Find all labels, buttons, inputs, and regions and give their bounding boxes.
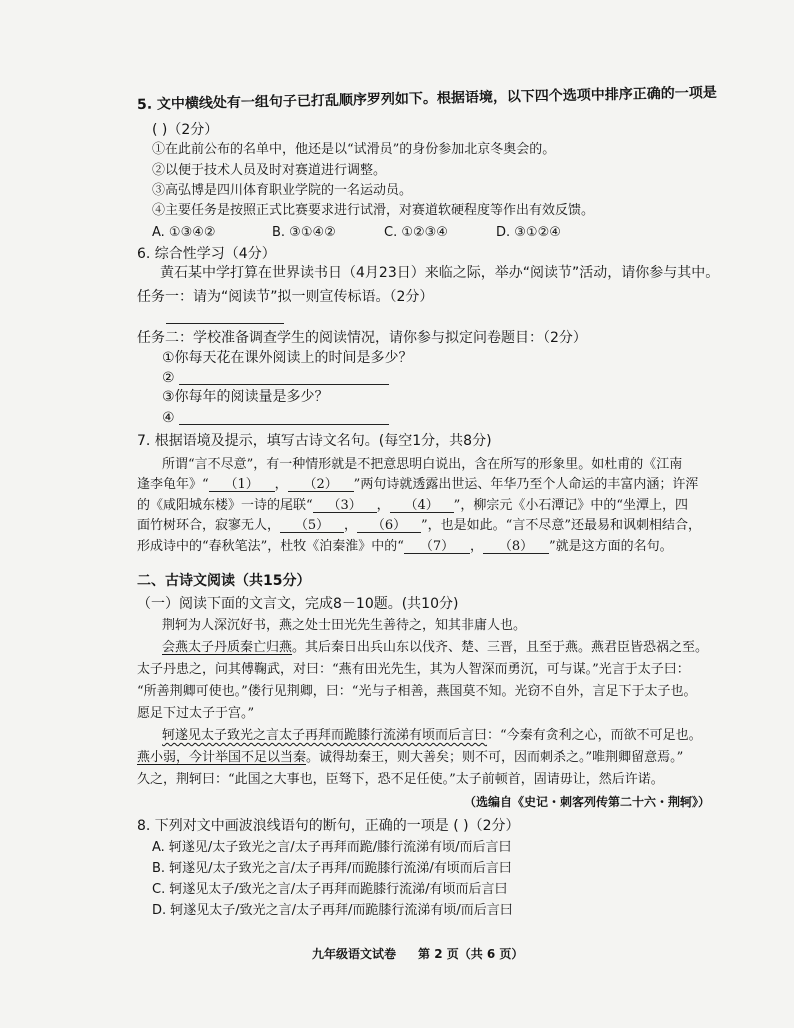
q7-line-4 bbox=[137, 519, 701, 533]
q7-text: ”，柳宗元《小石潭记》中的“坐潭上，四 bbox=[453, 498, 688, 513]
footer-page-number: 第 2 页（共 6 页） bbox=[418, 947, 524, 961]
q5-points: ( )（2分） bbox=[152, 122, 219, 138]
q7-text: ， bbox=[469, 539, 483, 554]
footer-subject: 九年级语文试卷 bbox=[312, 947, 397, 961]
q5-sentence-4: ④主要任务是按照正式比赛要求进行试滑，对赛道软硬程度等作出有效反馈。 bbox=[152, 203, 595, 218]
passage-line-4: “所善荆卿可使也。”偻行见荆卿，曰：“光与子相善，燕国莫不知。光窃不自外，言足下于太子也。 bbox=[137, 684, 697, 699]
q6-item-2-answer-line[interactable] bbox=[179, 370, 389, 385]
q7-text: 面竹树环合，寂寥无人， bbox=[137, 518, 281, 533]
passage-line-1: 荆轲为人深沉好书，燕之处士田光先生善待之，知其非庸人也。 bbox=[162, 618, 527, 633]
passage-underlined-sentence: 会燕太子丹质秦亡归燕 bbox=[162, 640, 293, 655]
passage-source: （选编自《史记・刺客列传第二十六・荆轲》） bbox=[464, 795, 711, 809]
passage-text: 。其后秦日出兵山东以伐齐、楚、三晋，且至于燕。燕君臣皆恐祸之至。 bbox=[292, 640, 709, 655]
q6-item-4-label: ④ bbox=[162, 410, 175, 426]
q7-line-3 bbox=[137, 499, 688, 513]
q7-text: 形成诗中的“春秋笔法”，杜牧《泊秦淮》中的“ bbox=[137, 539, 404, 554]
q7-text: ， bbox=[376, 498, 390, 513]
passage-line-6 bbox=[162, 729, 702, 742]
q6-item-4-answer-line[interactable] bbox=[179, 410, 389, 425]
q8-option-d[interactable]: D. 轲遂见太子/致光之言/太子再拜/而跪膝行流涕有顷/而后言曰 bbox=[152, 903, 513, 918]
passage-underlined-sentence-2: 燕小弱，今计举国不足以当秦 bbox=[137, 750, 307, 765]
section-2-title: 二、古诗文阅读（共15分） bbox=[137, 573, 311, 589]
q5-sentence-3: ③高弘博是四川体育职业学院的一名运动员。 bbox=[152, 183, 413, 198]
q7-text: ”，也是如此。“言不尽意”还最易和讽刺相结合， bbox=[421, 518, 701, 533]
q7-text: ， bbox=[344, 518, 358, 533]
section-2-subtitle: （一）阅读下面的文言文，完成8－10题。(共10分) bbox=[137, 596, 459, 612]
q6-item-4 bbox=[162, 410, 389, 425]
q6-task-2: 任务二：学校准备调查学生的阅读情况，请你参与拟定问卷题目：（2分） bbox=[137, 330, 587, 346]
q6-title: 6. 综合性学习（4分） bbox=[137, 246, 276, 262]
q8-option-c[interactable]: C. 轲遂见太子/致光之言/太子再拜而跪膝行流涕/有顷而后言曰 bbox=[152, 882, 508, 897]
passage-line-3: 太子丹患之，问其傅鞠武，对曰：“燕有田光先生，其为人智深而勇沉，可与谋。”光言于太子曰： bbox=[137, 662, 690, 677]
q5-option-a[interactable]: A. ①③④② bbox=[152, 225, 216, 240]
q7-line-5 bbox=[137, 540, 673, 554]
q7-blank-5[interactable]: （5） bbox=[280, 519, 344, 533]
q7-blank-6[interactable]: （6） bbox=[357, 519, 421, 533]
passage-line-2 bbox=[162, 641, 708, 654]
q5-sentence-1: ①在此前公布的名单中，他还是以“试滑员”的身份参加北京冬奥会的。 bbox=[152, 142, 556, 157]
q7-line-2 bbox=[137, 478, 698, 492]
passage-text: 。诚得劫秦王，则大善矣；则不可，因而刺杀之。”唯荆卿留意焉。” bbox=[306, 750, 684, 765]
q8-option-a[interactable]: A. 轲遂见/太子致光之言/太子再拜而跪/膝行流涕有顷/而后言曰 bbox=[152, 840, 512, 855]
q7-blank-3[interactable]: （3） bbox=[313, 499, 377, 513]
q5-options bbox=[152, 226, 561, 239]
q6-task-1-answer-line[interactable] bbox=[166, 308, 284, 324]
q5-option-b[interactable]: B. ③①④② bbox=[272, 225, 336, 240]
q6-task-1: 任务一：请为“阅读节”拟一则宣传标语。（2分） bbox=[137, 289, 434, 305]
q7-line-1: 所谓“言不尽意”，有一种情形就是不把意思明白说出，含在所写的形象里。如杜甫的《江南 bbox=[162, 457, 683, 472]
q8-option-b[interactable]: B. 轲遂见/太子致光之言/太子再拜/而跪膝行流涕/有顷而后言曰 bbox=[152, 861, 512, 876]
passage-line-5: 愿足下过太子于宫。” bbox=[137, 706, 255, 721]
q7-blank-8[interactable]: （8） bbox=[483, 540, 549, 554]
q6-intro: 黄石某中学打算在世界读书日（4月23日）来临之际，举办“阅读节”活动，请你参与其中。 bbox=[160, 265, 720, 281]
passage-wavy-sentence: 轲遂见太子致光之言太子再拜而跪膝行流涕有顷而后言曰 bbox=[162, 728, 488, 743]
q7-blank-2[interactable]: （2） bbox=[288, 478, 354, 492]
q7-text: ， bbox=[274, 477, 288, 492]
passage-line-7 bbox=[137, 751, 683, 764]
q6-item-3: ③你每年的阅读量是多少？ bbox=[162, 389, 329, 405]
q5-option-c[interactable]: C. ①②③④ bbox=[384, 225, 448, 240]
q7-text: ”就是这方面的名句。 bbox=[548, 539, 673, 554]
q6-item-2-label: ② bbox=[162, 370, 175, 386]
q7-blank-4[interactable]: （4） bbox=[390, 499, 454, 513]
page-footer bbox=[312, 948, 523, 960]
q7-text: ”两句诗就透露出世运、年华乃至个人命运的丰富内涵；许浑 bbox=[353, 477, 699, 492]
q7-text: 逢李龟年》“ bbox=[137, 477, 209, 492]
q7-blank-1[interactable]: （1） bbox=[209, 478, 275, 492]
passage-line-8: 久之，荆轲曰：“此国之大事也，臣驽下，恐不足任使。”太子前顿首，固请毋让，然后许诺。 bbox=[137, 772, 664, 787]
q6-item-1: ①你每天花在课外阅读上的时间是多少？ bbox=[162, 350, 413, 366]
q8-stem: 8. 下列对文中画波浪线语句的断句，正确的一项是 ( )（2分） bbox=[137, 818, 520, 834]
q7-blank-7[interactable]: （7） bbox=[404, 540, 470, 554]
q5-stem: 5. 文中横线处有一组句子已打乱顺序罗列如下。根据语境，以下四个选项中排序正确的一项是 bbox=[136, 84, 717, 113]
q7-title: 7. 根据语境及提示，填写古诗文名句。(每空1分，共8分) bbox=[137, 433, 492, 449]
q5-sentence-2: ②以便于技术人员及时对赛道进行调整。 bbox=[152, 163, 387, 178]
q7-text: 的《咸阳城东楼》一诗的尾联“ bbox=[137, 498, 313, 513]
q5-option-d[interactable]: D. ③①②④ bbox=[496, 225, 561, 240]
passage-text: ：“今秦有贪利之心，而欲不可足也。 bbox=[487, 728, 702, 743]
q6-item-2 bbox=[162, 370, 389, 385]
